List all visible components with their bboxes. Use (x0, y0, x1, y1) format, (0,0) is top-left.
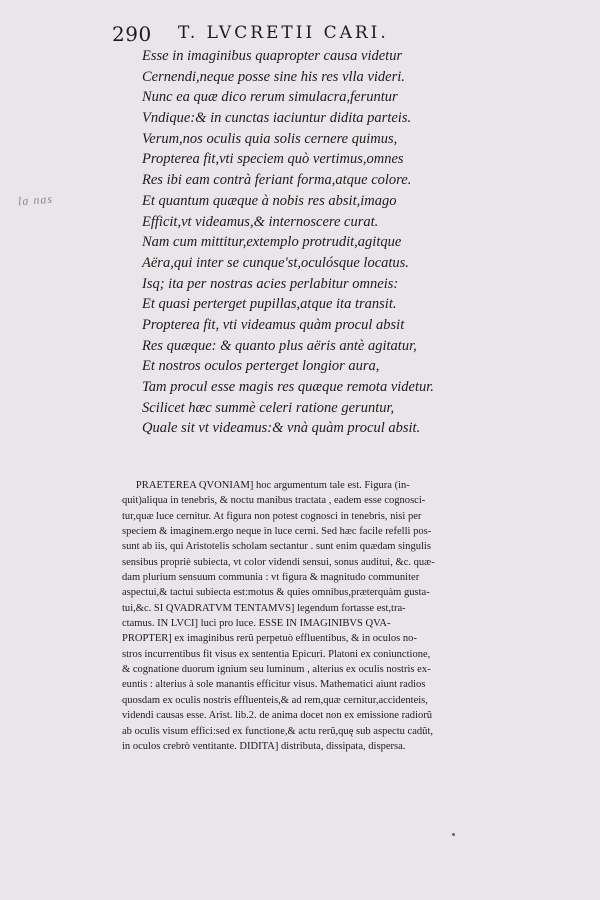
commentary-line: tui,&c. SI QVADRATVM TENTAMVS] legendum fortasse est,tra- (122, 602, 406, 614)
verse-line: Efficit,vt videamus,& internoscere curat. (142, 213, 379, 230)
page-header (112, 22, 452, 46)
verse-line: Propterea fit, vti videamus quàm procul absit (142, 316, 405, 333)
verse-line: Esse in imaginibus quapropter causa videtur (142, 48, 403, 64)
commentary-block (122, 478, 542, 754)
page-number: 290 (112, 22, 152, 46)
commentary-line: sunt ab iis, qui Aristotelis scholam sectantur . sunt enim quædam singulis (122, 541, 431, 553)
verse-line: Et nostros oculos perterget longior aura, (142, 358, 380, 375)
commentary-line: tur,quæ luce cernitur. At figura non potest cognosci in tenebris, nisi per (122, 510, 422, 522)
commentary-line: PROPTER] ex imaginibus rerũ perpetuò effluentibus, & in oculos no- (122, 633, 417, 645)
handwritten-margin-note: la nas (17, 191, 54, 209)
commentary-line: ab oculis visum effici:sed ex functione,& actu rerũ,quę sub aspectu cadũt, (122, 725, 434, 737)
verse-line: Nunc ea quæ dico rerum simulacra,feruntur (142, 89, 398, 106)
commentary-line: ctamus. IN LVCI] luci pro luce. ESSE IN IMAGINIBVS QVA- (122, 618, 391, 630)
verse-line: Scilicet hæc summè celeri ratione geruntur, (142, 399, 395, 416)
commentary-line: stros incurrentibus fit visus ex sententia Epicuri. Platoni ex coniunctione, (122, 648, 431, 660)
verse-line: Propterea fit,vti speciem quò vertimus,omnes (142, 151, 404, 168)
commentary-line: quosdam ex oculis nostris effluenteis,& ad rem,quæ cernitur,accidenteis, (122, 694, 428, 706)
commentary-line: & cognatione duorum ignium seu luminum , alterius ex oculis nostris ex- (122, 664, 431, 676)
commentary-line: videndi causas esse. Arist. lib.2. de anima docet non ex emissione radiorũ (122, 710, 433, 722)
verse-line: Aëra,qui inter se cunque'st,oculósque locatus. (142, 254, 409, 271)
verse-line: Res quæque: & quanto plus aëris antè agitatur, (142, 337, 417, 354)
verse-block (142, 46, 462, 439)
verse-line: Et quantum quæque à nobis res absit,imago (142, 192, 397, 209)
verse-line: Isq; ita per nostras acies perlabitur omneis: (142, 275, 399, 292)
commentary-line: PRAETEREA QVONIAM] hoc argumentum tale est. Figura (in- (135, 480, 410, 491)
verse-line: Quale sit vt videamus:& vnà quàm procul absit. (142, 420, 421, 437)
verse-line: Verum,nos oculis quia solis cernere quimus, (142, 130, 398, 147)
commentary-line: in oculos crebrò ventitante. DIDITA] distributa, dissipata, dispersa. (122, 740, 406, 752)
verse-line: Cernendi,neque posse sine his res vlla videri. (142, 68, 405, 85)
verse-line: Vndique:& in cunctas iaciuntur didita parteis. (142, 110, 412, 127)
commentary-line: euntis : alterius à sole manantis efficitur visus. Mathematici aiunt radios (122, 679, 426, 691)
running-title: T. LVCRETII CARI. (178, 23, 389, 43)
verse-line: Et quasi perterget pupillas,atque ita transit. (142, 296, 397, 313)
verse-line: Tam procul esse magis res quæque remota videtur. (142, 379, 434, 395)
verse-line: Res ibi eam contrà feriant forma,atque colore. (142, 172, 412, 189)
verse-line: Nam cum mittitur,extemplo protrudit,agitque (142, 234, 402, 251)
commentary-line: quit)aliqua in tenebris, & noctu manibus tractata , eadem esse cognosci- (122, 495, 426, 507)
commentary-line: dam plurium sensuum communia : vt figura & magnitudo communiter (122, 572, 420, 584)
ink-dot (452, 833, 455, 836)
commentary-line: aspectui,& tactui subiecta est:motus & quies omnibus,præterquàm gusta- (122, 587, 430, 599)
commentary-line: sensibus propriè subiecta, vt color videndi sensui, sonus auditui, &c. quæ- (122, 556, 435, 568)
commentary-line: speciem & imaginem.ergo neque in luce cerni. Sed hæc facile refelli pos- (122, 526, 432, 538)
